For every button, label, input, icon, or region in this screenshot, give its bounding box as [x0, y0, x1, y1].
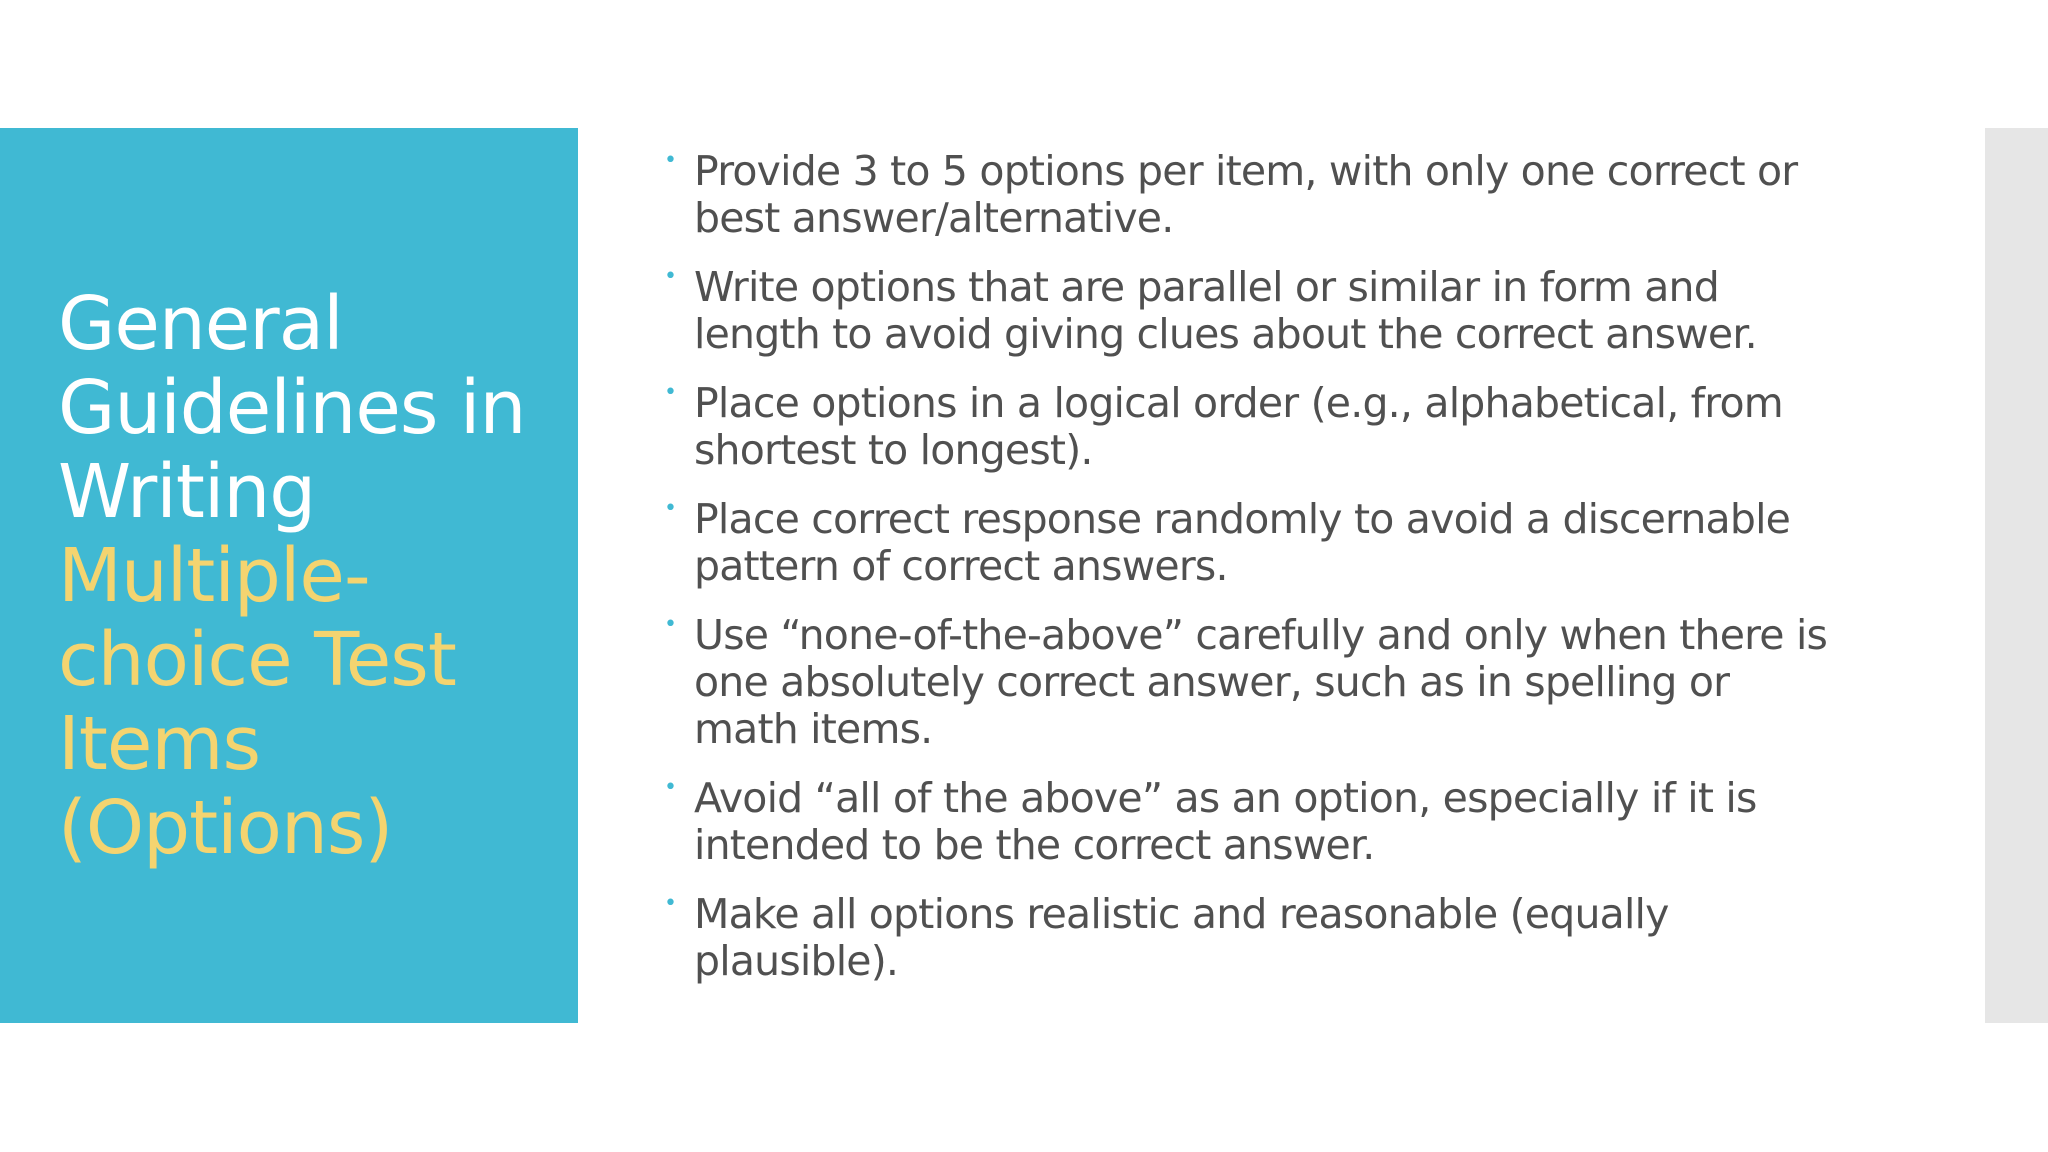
bullet-text-line: length to avoid giving clues about the correct answer.	[694, 310, 1757, 358]
bullet-item	[664, 612, 1974, 753]
bullet-dot-icon: •	[664, 775, 677, 800]
bullet-text-line: Provide 3 to 5 options per item, with only one correct or	[694, 147, 1798, 195]
bullet-text-line: Use “none-of-the-above” carefully and only when there is	[694, 611, 1828, 659]
bullet-item	[664, 891, 1974, 985]
bullet-item	[664, 148, 1974, 242]
bullet-dot-icon: •	[664, 612, 677, 637]
side-bar	[1985, 128, 2048, 1023]
bullet-text-line: Avoid “all of the above” as an option, especially if it is	[694, 774, 1757, 822]
title-line: General	[58, 281, 343, 367]
title-accent-line: choice Test	[58, 617, 456, 703]
bullet-item	[664, 775, 1974, 869]
bullet-dot-icon: •	[664, 380, 677, 405]
bullet-dot-icon: •	[664, 891, 677, 916]
bullet-text-line: Place options in a logical order (e.g., alphabetical, from	[694, 379, 1783, 427]
bullet-list	[664, 148, 1974, 1007]
bullet-text-line: pattern of correct answers.	[694, 542, 1228, 590]
bullet-text-line: intended to be the correct answer.	[694, 821, 1375, 869]
title-line: Writing	[58, 449, 316, 535]
title-accent-line: Multiple-	[58, 533, 370, 619]
bullet-text-line: Place correct response randomly to avoid a discernable	[694, 495, 1791, 543]
slide-title	[58, 282, 558, 870]
title-accent-line: Items	[58, 701, 261, 787]
bullet-text-line: plausible).	[694, 937, 899, 985]
bullet-dot-icon: •	[664, 264, 677, 289]
bullet-text-line: Write options that are parallel or similar in form and	[694, 263, 1719, 311]
bullet-item	[664, 496, 1974, 590]
title-line: Guidelines in	[58, 365, 526, 451]
bullet-text-line: shortest to longest).	[694, 426, 1093, 474]
bullet-text-line: math items.	[694, 705, 933, 753]
bullet-item	[664, 380, 1974, 474]
bullet-dot-icon: •	[664, 496, 677, 521]
bullet-text-line: best answer/alternative.	[694, 194, 1174, 242]
bullet-item	[664, 264, 1974, 358]
bullet-dot-icon: •	[664, 148, 677, 173]
title-accent-line: (Options)	[58, 785, 393, 871]
bullet-text-line: one absolutely correct answer, such as in spelling or	[694, 658, 1730, 706]
bullet-text-line: Make all options realistic and reasonable (equally	[694, 890, 1669, 938]
